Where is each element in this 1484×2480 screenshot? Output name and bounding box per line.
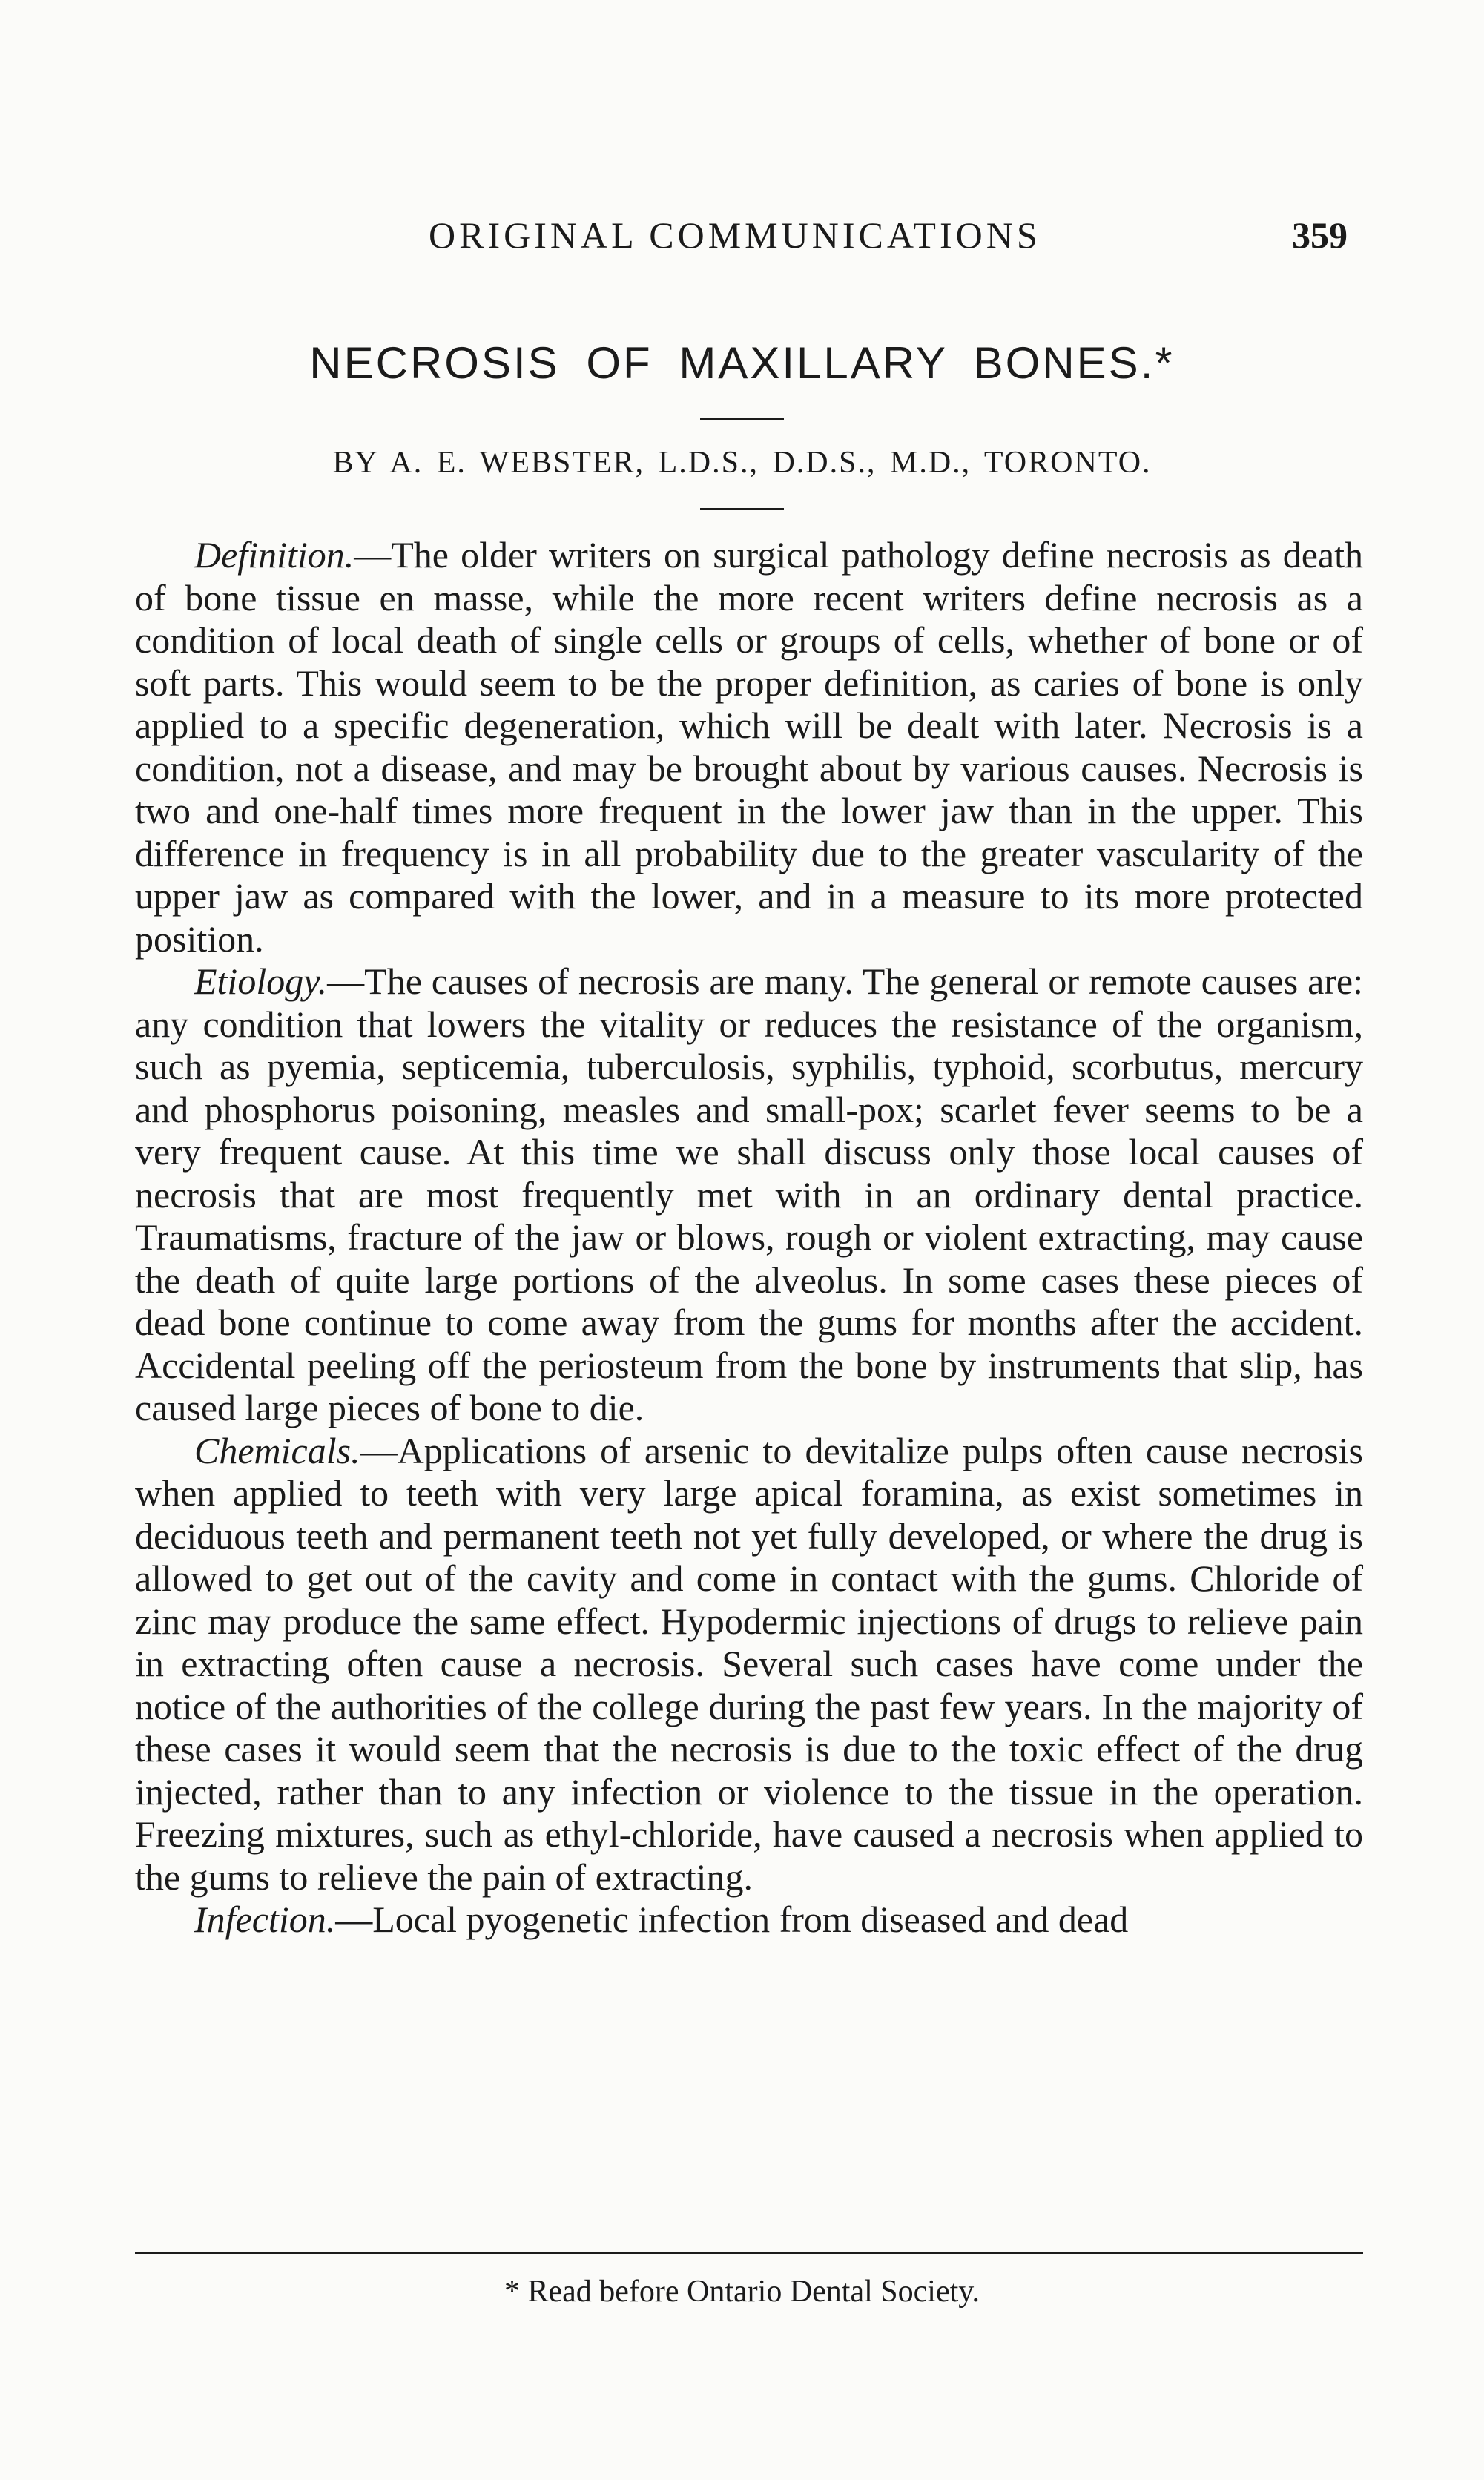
footnote: * Read before Ontario Dental Society. [504,2275,980,2309]
paragraph-infection [135,1899,1363,1942]
paragraph-heading-chemicals: Chemicals. [194,1429,360,1471]
byline-divider-rule [700,508,784,510]
running-head [0,214,1484,258]
author-byline: BY A. E. WEBSTER, L.D.S., D.D.S., M.D., TORONTO. [332,446,1152,480]
article-title: NECROSIS OF MAXILLARY BONES.* [309,338,1175,388]
paragraph-heading-infection: Infection. [194,1899,336,1940]
paragraph-heading-definition: Definition. [194,534,354,576]
paragraph-text-infection: —Local pyogenetic infection from diseased and dead [335,1899,1129,1940]
paragraph-definition [135,534,1363,960]
paragraph-heading-etiology: Etiology. [194,960,328,1002]
paragraph-text-chemicals: —Applications of arsenic to devitalize pulps often cause necrosis when applied to teeth with very large apical foramina, as exist sometimes in deciduous teeth and permanent teeth not yet fully developed, or where the drug is allowed to get out of the cavity and come in contact with the gums. Chloride of zinc may produce the same effect. Hypodermic injections of drugs to relieve pain in extracting often cause a necrosis. Several such cases have come under the notice of the authorities of the college during the past few years. In the majority of these cases it would seem that the necrosis is due to the toxic effect of the drug injected, rather than to any infection or violence to the tissue in the operation. Freezing mixtures, such as ethyl-chloride, have caused a necrosis when applied to the gums to relieve the pain of extracting. [135,1429,1363,1898]
page-number: 359 [1292,214,1348,256]
paragraph-text-etiology: —The causes of necrosis are many. The general or remote causes are: any condition that lowers the vitality or reduces the resistance of the organism, such as pyemia, septicemia, tuberculosis, syphilis, typhoid, scorbutus, mercury and phosphorus poisoning, measles and small-pox; scarlet fever seems to be a very frequent cause. At this time we shall discuss only those local causes of necrosis that are most frequently met with in an ordinary dental practice. Traumatisms, fracture of the jaw or blows, rough or violent extracting, may cause the death of quite large portions of the alveolus. In some cases these pieces of dead bone continue to come away from the gums for months after the accident. Accidental peeling off the periosteum from the bone by instruments that slip, has caused large pieces of bone to die. [135,960,1363,1428]
paragraph-chemicals [135,1430,1363,1899]
paragraph-etiology [135,960,1363,1430]
title-divider-rule [700,418,784,420]
running-head-title: ORIGINAL COMMUNICATIONS [429,214,1041,256]
footnote-rule [135,2252,1363,2254]
paragraph-text-definition: —The older writers on surgical pathology define necrosis as death of bone tissue en masse, while the more recent writers define necrosis as a condition of local death of single cells or groups of cells, whether of bone or of soft parts. This would seem to be the proper definition, as caries of bone is only applied to a specific degeneration, which will be dealt with later. Necrosis is a condition, not a disease, and may be brought about by various causes. Necrosis is two and one-half times more frequent in the lower jaw than in the upper. This difference in frequency is in all probability due to the greater vascularity of the upper jaw as compared with the lower, and in a measure to its more protected position. [135,534,1363,960]
article-body [135,534,1363,1942]
